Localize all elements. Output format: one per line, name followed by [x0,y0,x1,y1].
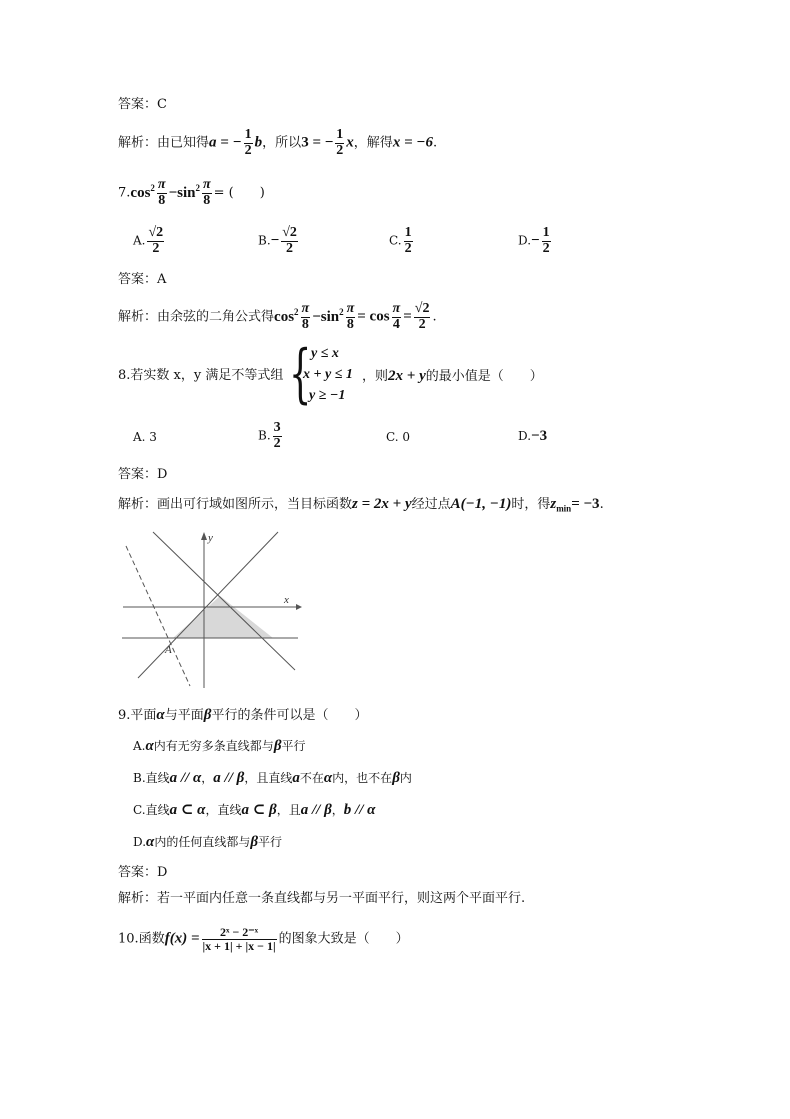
option-frac [542,226,551,256]
option-frac [147,226,164,256]
q9-stem-pre: 平面 [130,708,157,723]
left-brace: { [289,337,312,411]
q8-answer [118,468,167,481]
math-expr: a ⊂ α [169,802,206,818]
option-text: ， [201,771,214,785]
period: . [599,497,604,512]
option-text: ，且直线 [244,771,293,785]
math-expr: b // α [343,802,376,818]
analysis-label: 解析： [118,135,158,151]
q9-analysis-text: 若一平面内任意一条直线都与另一平面平行，则这两个平面平行. [157,891,526,906]
q7-analysis-pre: 由余弦的二角公式得 [157,309,275,325]
option-label: C. [389,233,402,248]
q7-frac-pi8-b: $\frac{\pi}{8}$ [202,177,211,208]
q8-analysis-val: = −3 [571,496,600,512]
q8-analysis-point: A(−1, −1) [450,496,512,512]
q7-number: 7. [118,185,131,201]
q7-sin-squared: $-\sin^2$ [168,182,200,201]
frac-den: 2 [404,240,412,256]
math-expr: a // β [213,770,245,786]
answer-label: 答案： [118,467,158,482]
q9-stem [118,708,367,723]
option-text: ， [331,803,344,817]
option-text: 不在 [299,771,324,785]
q7-cos-squared: $\cos^2$ [130,182,155,201]
q8-ineq-3: y ≥ −1 [309,388,346,403]
objective-line-dashed [126,546,190,686]
answer-label: 答案： [118,97,158,112]
option-label: A. [133,739,146,753]
option-value: −3 [531,428,548,444]
option-label: B.直线 [133,771,170,785]
q6-expr-b: b [254,134,263,151]
option-text: 内 [399,771,412,785]
option-text: 内有无穷多条直线都与 [153,739,274,753]
frac-num: 1 [542,225,550,240]
answer-label: 答案： [118,272,158,287]
alpha: α [323,770,333,786]
q8-feasible-region-graph [118,528,303,690]
line-x-plus-y-eq-1 [153,532,295,670]
option-label: D. [518,233,532,248]
q7-stem [118,178,265,208]
option-text: 内，也不在 [332,771,393,785]
x-axis-label: x [284,594,289,606]
q8-option-d [518,428,547,445]
q10-stem-pre: 函数 [138,931,165,947]
q8-stem-expr: 2x + y [388,368,426,384]
period: . [432,135,438,151]
q9-stem-post: 平行的条件可以是（ ） [211,708,368,723]
math-expr: a // β [300,802,332,818]
q9-option-b [133,771,412,786]
answer-label: 答案： [118,865,158,880]
q8-stem-tail [362,369,543,384]
q6-result: x = −6 [392,134,433,151]
q8-stem-mid: ，则 [362,369,389,384]
option-frac [281,226,298,256]
option-text: ，直线 [205,803,242,817]
analysis-label: 解析： [118,891,158,906]
q9-option-d [133,835,282,850]
q6-answer [118,98,167,111]
q6-expr-a: a = − [209,134,242,151]
frac-num: √2 [148,225,164,240]
q7-frac-pi8-a: $\frac{\pi}{8}$ [157,177,166,208]
option-label: B. [258,428,271,443]
math-expr: a // α [169,770,202,786]
q8-ineq-1: y ≤ x [311,346,339,361]
period: . [432,309,437,325]
q9-option-a [133,739,306,754]
option-label: B. [258,233,271,248]
frac-den: 2 [244,142,252,158]
q8-stem [118,369,283,382]
beta: β [203,707,212,723]
beta: β [273,738,282,754]
q8-option-c: C. 0 [386,430,411,444]
q9-answer [118,866,167,879]
point-a-label: A [165,644,172,656]
q9-number: 9. [118,708,131,723]
q8-answer-value: D [157,467,168,482]
q6-analysis-post: ，解得 [353,135,393,151]
frac-num: 3 [273,420,281,435]
frac-den: |x + 1| + |x − 1| [202,938,276,953]
q8-analysis-z: z [550,496,557,512]
q8-analysis [118,497,604,514]
frac-den: 2 [542,240,550,256]
q8-option-a: A. 3 [133,430,157,444]
y-axis-arrow-icon [201,532,207,540]
q7-option-a [133,226,166,256]
beta: β [250,834,259,850]
alpha: α [156,707,165,723]
frac-num: 1 [244,127,252,142]
option-frac [404,226,413,256]
analysis-label: 解析： [118,309,158,325]
frac-den: 2 [418,316,426,332]
y-axis-label: y [208,532,213,544]
feasible-region [173,596,273,638]
math-expr: a [292,770,300,786]
option-label: D. [518,429,532,443]
q8-analysis-mid: 经过点 [411,497,451,512]
q7-analysis: 解析：由余弦的二角公式得$\cos^2$ $\frac{\pi}{8}$ $-\sin^2$ $\frac{\pi}{8}$ = cos $\frac{\pi}{4}$ = $\frac{√2}{2}$ . [118,301,437,332]
q6-frac1 [244,128,253,158]
q7-answer [118,273,166,286]
q7-option-c [389,226,415,256]
x-axis-arrow-icon [296,604,302,610]
q6-expr-x: x [346,134,354,151]
q6-analysis-pre: 由已知得 [157,135,210,151]
alpha: α [145,738,154,754]
frac-den: 2 [336,142,344,158]
frac-num: 1 [404,225,412,240]
option-label: C.直线 [133,803,170,817]
q9-option-c [133,803,375,818]
frac-den: 2 [273,435,281,451]
q8-option-b [258,421,284,451]
frac-num: 2ˣ − 2⁻ˣ [202,926,277,940]
q6-frac2 [335,128,344,158]
q7-option-b: B.− $\frac{√2}{2}$ [258,225,297,256]
q8-number: 8. [118,368,131,383]
q8-ineq-2: x + y ≤ 1 [303,367,353,382]
option-frac [273,421,282,451]
q7-option-d: D.− $\frac{1}{2}$ [518,225,550,256]
option-text: 平行 [281,739,306,753]
option-text: 内的任何直线都与 [154,835,251,849]
beta: β [392,770,400,786]
option-text: ，且 [276,803,301,817]
analysis-label: 解析： [118,497,158,512]
math-expr: a ⊂ β [241,802,277,818]
q8-analysis-pre: 画出可行域如图所示，当目标函数 [157,497,353,512]
frac-den: 2 [152,240,160,256]
alpha: α [146,834,155,850]
frac-num: 1 [336,127,344,142]
q8-stem-pre: 若实数 x，y 满足不等式组 [130,368,284,383]
q9-stem-mid: 与平面 [164,708,204,723]
q7-answer-value: A [157,272,167,287]
line-y-eq-x [138,532,278,678]
frac-den: 2 [286,240,294,256]
q7-stem-tail: = ( ) [213,185,265,201]
q6-analysis-mid: ，所以 [262,135,302,151]
q8-analysis-post: 时，得 [511,497,551,512]
q8-analysis-sub: min [556,503,572,514]
q8-analysis-expr: z = 2x + y [352,496,412,512]
option-label: A. [133,233,146,248]
q10-frac [202,926,277,952]
q6-analysis [118,128,437,158]
q10-func: f(x) = [164,930,200,947]
q8-stem-post: 的最小值是（ ） [425,369,543,384]
q9-answer-value: D [157,865,168,880]
q10-stem-post: 的图象大致是（ ） [278,931,409,947]
q6-answer-value: C [157,97,167,112]
option-text: 平行 [258,835,283,849]
frac-num: √2 [414,301,430,316]
option-label: D. [133,835,147,849]
q6-expr-3: 3 = − [301,134,334,151]
q9-analysis [118,892,525,905]
q10-number: 10. [118,931,139,947]
frac-num: √2 [282,225,297,240]
q10-stem [118,926,409,952]
